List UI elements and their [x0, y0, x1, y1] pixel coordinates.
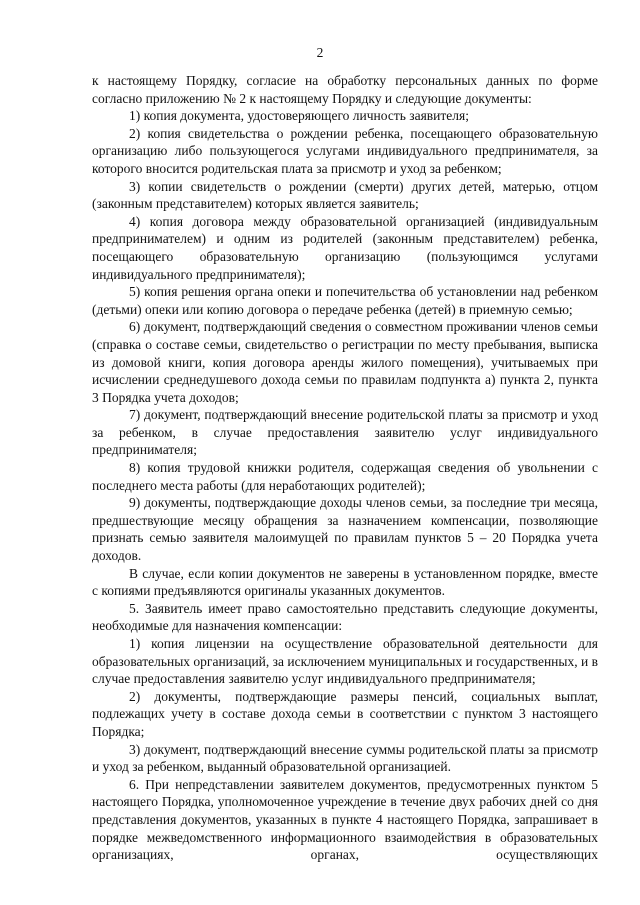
list-item: 5) копия решения органа опеки и попечительства об установлении над ребенком (детьми) опеки или копию договора о передаче ребенка (детей) в приемную семью; — [92, 284, 598, 317]
list-item: 3) документ, подтверждающий внесение суммы родительской платы за присмотр и уход за ребенком, выданный образовательной организацией. — [92, 741, 598, 775]
list-item: 1) копия документа, удостоверяющего личность заявителя; — [129, 108, 469, 124]
list-item: 2) документы, подтверждающие размеры пенсий, социальных выплат, подлежащих учету в составе дохода семьи в соответствии с пунктом 3 настоящего Порядка; — [92, 688, 598, 739]
document-body — [92, 72, 598, 864]
list-item: 8) копия трудовой книжки родителя, содержащая сведения об увольнении с последнего места работы (для неработающих родителей); — [92, 460, 598, 493]
section-paragraph: 5. Заявитель имеет право самостоятельно представить следующие документы, необходимые для назначения компенсации: — [92, 600, 598, 634]
list-item: 9) документы, подтверждающие доходы членов семьи, за последние три месяца, предшествующие месяцу обращения за назначением компенсации, позволяющие признать семью заявителя малоимущей по правилам пунктов 5 – 20 Порядка учета доходов. — [92, 495, 598, 564]
page-number: 2 — [316, 45, 324, 60]
paragraph: В случае, если копии документов не заверены в установленном порядке, вместе с копиями предъявляются оригиналы указанных документов. — [92, 565, 598, 599]
list-item: 6) документ, подтверждающий сведения о совместном проживании членов семьи (справка о составе семьи, свидетельство о регистрации по месту пребывания, выписка из домовой книги, копия договора аренды жилого помещения), учитываемых при исчислении среднедушевого дохода семьи по правилам подпункта а) пункта 2, пункта 3 Порядка учета доходов; — [92, 319, 598, 405]
list-item: 3) копии свидетельств о рождении (смерти) других детей, матерью, отцом (законным представителем) которых является заявитель; — [92, 178, 598, 212]
section-paragraph: 6. При непредставлении заявителем документов, предусмотренных пунктом 5 настоящего Порядка, уполномоченное учреждение в течение двух рабочих дней со дня представления документов, указанных в пункте 4 настоящего Порядка, запрашивает в порядке межведомственного информационного взаимодействия в образовательных организациях, органах, осуществляющих — [92, 776, 598, 863]
paragraph: к настоящему Порядку, согласие на обработку персональных данных по форме согласно приложению № 2 к настоящему Порядку и следующие документы: — [92, 73, 598, 106]
list-item: 2) копия свидетельства о рождении ребенка, посещающего образовательную организацию либо пользующегося услугами индивидуального предпринимателя, за которого вносится родительская плата за присмотр и уход за ребенком; — [92, 125, 598, 176]
list-item: 4) копия договора между образовательной организацией (индивидуальным предпринимателем) и одним из родителей (законным представителем) ребенка, посещающего образовательную организацию (пользующимся услугами индивидуального предпринимателя); — [92, 213, 598, 282]
list-item: 1) копия лицензии на осуществление образовательной деятельности для образовательных организаций, за исключением муниципальных и государственных, и в случае предоставления заявителю услуг индивидуального предпринимателя; — [92, 636, 598, 687]
list-item: 7) документ, подтверждающий внесение родительской платы за присмотр и уход за ребенком, в случае предоставления заявителю услуг индивидуального предпринимателя; — [92, 407, 598, 458]
